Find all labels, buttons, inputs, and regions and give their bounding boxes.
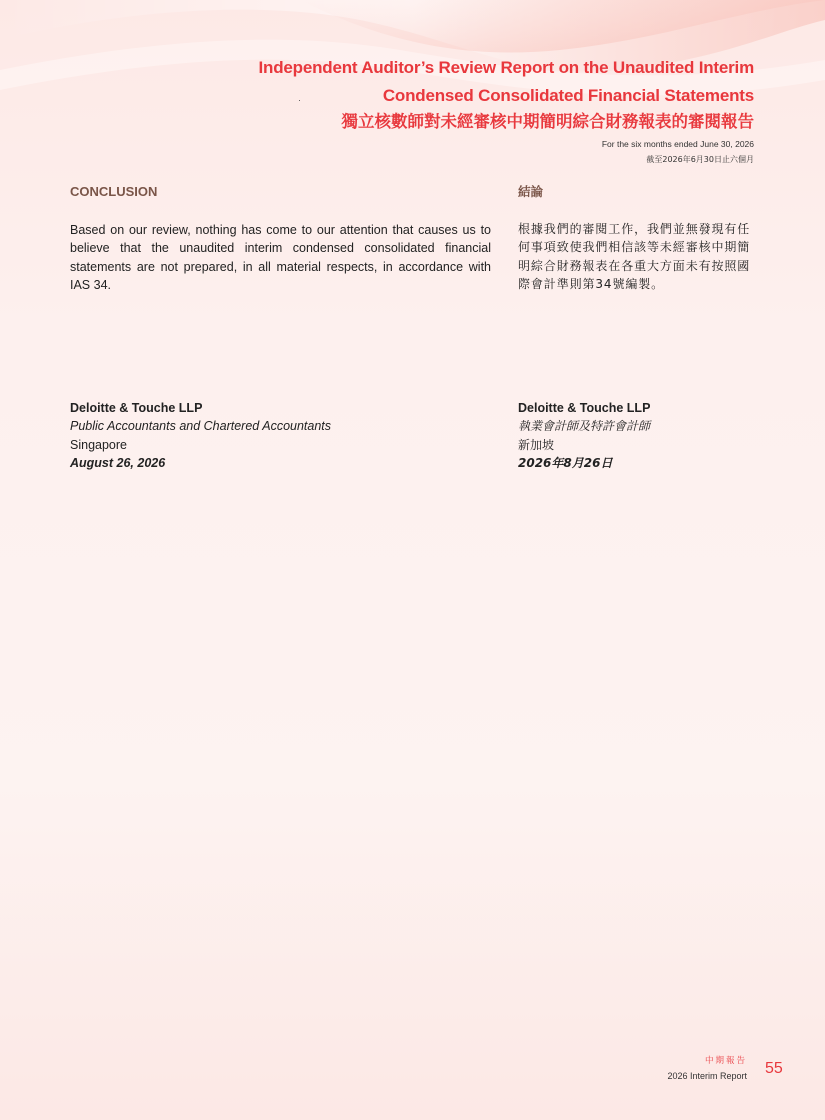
- footer-report-zh: 中期報告: [704, 1056, 747, 1066]
- firm-name-zh: Deloitte & Touche LLP: [518, 401, 651, 415]
- conclusion-body-en: Based on our review, nothing has come to our attention that causes us to believe that the unaudited interim condensed consolidated financial statements are not prepared, in all material respects, in accordance with IAS 34.: [70, 223, 491, 292]
- page-number: 55: [765, 1060, 783, 1077]
- page-header: [258, 54, 754, 165]
- footer-report-en: 2026 Interim Report: [667, 1071, 747, 1081]
- report-title-zh: 獨立核數師對未經審核中期簡明綜合財務報表的審閱報告: [341, 112, 754, 131]
- date-en: August 26, 2026: [70, 455, 166, 470]
- firm-name-en: Deloitte & Touche LLP: [70, 401, 203, 415]
- report-title-en-line1: Independent Auditor’s Review Report on the Unaudited Interim: [258, 58, 754, 77]
- page-footer: [667, 1056, 747, 1082]
- signature-block-zh: [518, 399, 650, 472]
- conclusion-heading-zh: 結論: [518, 184, 544, 199]
- period-zh: 截至2026年6月30日止六個月: [646, 155, 754, 164]
- conclusion-body-zh: 根據我們的審閱工作，我們並無發現有任何事項致使我們相信該等未經審核中期簡明綜合財務報表在各重大方面未有按照國際會計準則第34號編製。: [518, 222, 751, 291]
- firm-role-en: Public Accountants and Chartered Accountants: [70, 419, 332, 434]
- conclusion-section-en: [70, 184, 491, 294]
- city-en: Singapore: [70, 437, 127, 452]
- city-zh: 新加坡: [518, 437, 555, 452]
- firm-role-zh: 執業會計師及特許會計師: [518, 419, 651, 434]
- conclusion-section-zh: [518, 184, 755, 293]
- signature-block-en: [70, 399, 331, 472]
- report-title-en-line2: Condensed Consolidated Financial Statements: [382, 86, 754, 105]
- period-en: For the six months ended June 30, 2026: [601, 139, 754, 149]
- conclusion-heading-en: CONCLUSION: [70, 184, 158, 199]
- date-zh: 2026年8月26日: [518, 455, 613, 470]
